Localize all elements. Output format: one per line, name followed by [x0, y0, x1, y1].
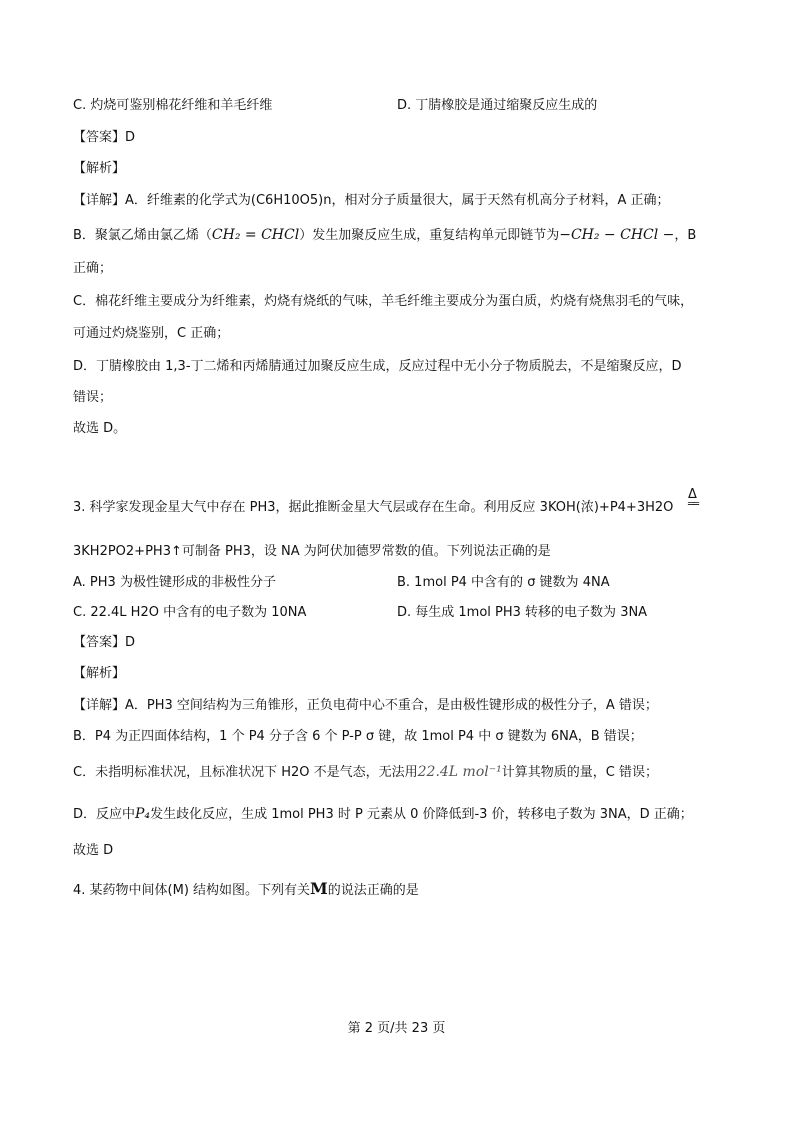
- q3-answer: 【答案】D: [73, 635, 136, 650]
- q4-stem-m: M: [310, 879, 328, 898]
- q3-detail-b: B．P4 为正四面体结构，1 个 P4 分子含 6 个 P-P σ 键，故 1mol P4 中 σ 键数为 6NA，B 错误；: [73, 729, 643, 744]
- q3-option-b: B. 1mol P4 中含有的 σ 键数为 4NA: [397, 575, 610, 590]
- repeat-unit-formula: −CH₂ − CHCl −: [559, 227, 675, 243]
- q2-detail-b-post: ，B: [674, 228, 697, 243]
- q4-stem-pre: 4. 某药物中间体(M) 结构如图。下列有关: [73, 883, 311, 898]
- equals-bar-icon: ══: [688, 499, 699, 510]
- q2-answer: 【答案】D: [73, 130, 136, 145]
- q2-detail-b-line2: 正确；: [73, 261, 113, 276]
- q3-detail-a: 【详解】A．PH3 空间结构为三角锥形，正负电荷中心不重合，是由极性键形成的极性分子，A 错误；: [73, 698, 658, 713]
- q2-detail-d-line1: D．丁腈橡胶由 1,3-丁二烯和丙烯腈通过加聚反应生成，反应过程中无小分子物质脱去，不是缩聚反应，D: [73, 359, 682, 374]
- q3-detail-d-post: 发生歧化反应，生成 1mol PH3 时 P 元素从 0 价降低到-3 价，转移电子数为 3NA，D 正确；: [150, 807, 693, 822]
- q3-stem-line1: 3. 科学家发现金星大气中存在 PH3，据此推断金星大气层或存在生命。利用反应 3KOH(浓)+P4+3H2O: [73, 500, 674, 515]
- q3-analysis-label: 【解析】: [73, 666, 126, 681]
- q2-detail-b-line1: [73, 226, 696, 245]
- q2-option-c: C. 灼烧可鉴别棉花纤维和羊毛纤维: [73, 98, 273, 113]
- q3-detail-c-post: 计算其物质的量，C 错误；: [501, 765, 658, 780]
- q4-stem: [73, 880, 419, 900]
- q3-option-d: D. 每生成 1mol PH3 转移的电子数为 3NA: [397, 605, 648, 620]
- molar-volume-formula: 22.4L mol⁻¹: [417, 764, 502, 780]
- q2-detail-d-line2: 错误；: [73, 390, 113, 405]
- q3-stem-line2: 3KH2PO2+PH3↑可制备 PH3，设 NA 为阿伏加德罗常数的值。下列说法正确的是: [73, 544, 551, 559]
- page-footer: 第 2 页/共 23 页: [347, 1021, 446, 1036]
- q4-stem-post: 的说法正确的是: [327, 883, 419, 898]
- q2-conclusion: 故选 D。: [73, 421, 127, 436]
- q3-detail-d-pre: D．反应中: [73, 807, 136, 822]
- q2-detail-b-mid: ）发生加聚反应生成，重复结构单元即链节为: [299, 228, 560, 243]
- q2-detail-c-line2: 可通过灼烧鉴别，C 正确；: [73, 326, 230, 341]
- q2-detail-b-pre: B．聚氯乙烯由氯乙烯（: [73, 228, 212, 243]
- q3-detail-c: [73, 763, 658, 782]
- q3-detail-d: [73, 805, 693, 824]
- q2-analysis-label: 【解析】: [73, 161, 126, 176]
- q3-detail-c-pre: C．未指明标准状况，且标准状况下 H2O 不是气态，无法用: [73, 765, 418, 780]
- q3-conclusion: 故选 D: [73, 843, 114, 858]
- p4-formula: P₄: [135, 806, 151, 822]
- heat-condition-sign: [688, 488, 698, 508]
- vinyl-chloride-formula: CH₂ = CHCl: [211, 227, 300, 243]
- q3-option-c: C. 22.4L H2O 中含有的电子数为 10NA: [73, 605, 307, 620]
- q2-option-d: D. 丁腈橡胶是通过缩聚反应生成的: [397, 98, 598, 113]
- delta-symbol: Δ: [688, 487, 697, 502]
- q2-detail-a: 【详解】A．纤维素的化学式为(C6H10O5)n，相对分子质量很大，属于天然有机高分子材料，A 正确；: [73, 193, 670, 208]
- q3-option-a: A. PH3 为极性键形成的非极性分子: [73, 575, 276, 590]
- q2-detail-c-line1: C．棉花纤维主要成分为纤维素，灼烧有烧纸的气味，羊毛纤维主要成分为蛋白质，灼烧有烧焦羽毛的气味，: [73, 294, 694, 309]
